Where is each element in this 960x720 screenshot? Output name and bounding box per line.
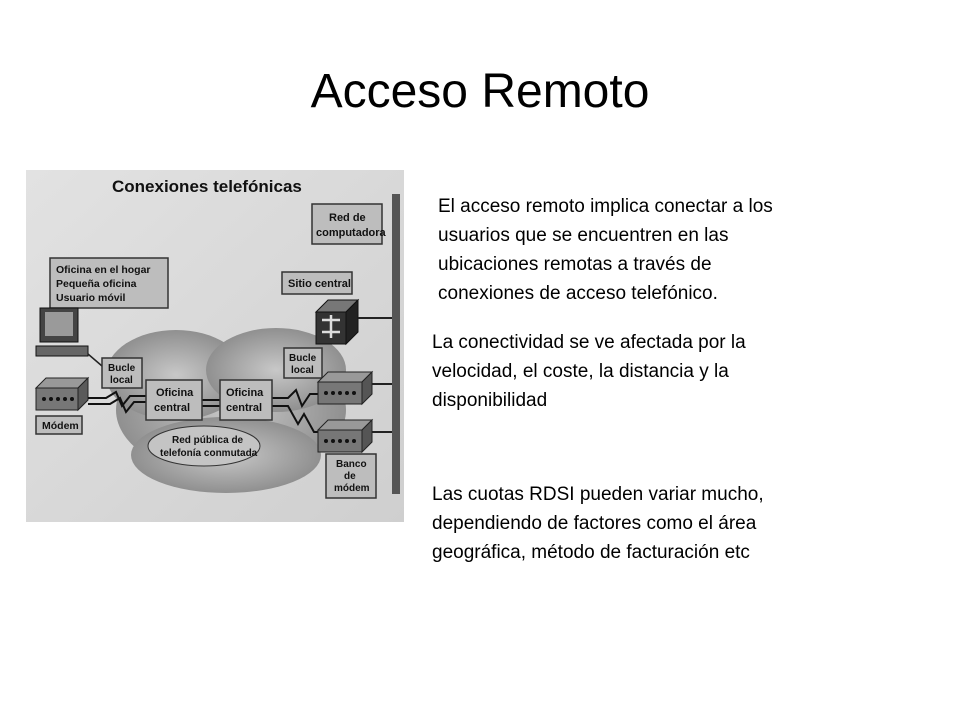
central-office-1-box bbox=[146, 380, 202, 420]
pstn-label-2: telefonía conmutada bbox=[160, 448, 258, 459]
local-loop-right-label-2: local bbox=[291, 365, 314, 376]
central-office-1-label-1: Oficina bbox=[156, 387, 194, 399]
network-bus bbox=[392, 194, 400, 494]
paragraph-connectivity: La conectividad se ve afectada por la velocidad, el coste, la distancia y la disponibilidad bbox=[432, 332, 746, 411]
local-loop-left-label-1: Bucle bbox=[108, 363, 136, 374]
modem-label: Módem bbox=[42, 420, 79, 432]
pstn-label-ellipse bbox=[148, 426, 260, 466]
computer-network-label-1: Red de bbox=[329, 212, 366, 224]
paragraph-rdsi-fees: Las cuotas RDSI pueden variar mucho, dependiendo de factores como el área geográfica, método de facturación etc bbox=[432, 484, 764, 563]
modem-bank-label-3: módem bbox=[334, 483, 370, 494]
slide-title: Acceso Remoto bbox=[310, 65, 650, 118]
pstn-label-1: Red pública de bbox=[172, 435, 244, 446]
paragraph-remote-access: El acceso remoto implica conectar a los usuarios que se encuentren en las ubicaciones remotas a través de conexiones de acceso telefónico. bbox=[438, 196, 773, 304]
small-office-label: Pequeña oficina bbox=[56, 278, 137, 290]
central-office-2-label-2: central bbox=[226, 402, 263, 414]
computer-network-label-2: computadora bbox=[316, 227, 386, 239]
modem-device-icon bbox=[36, 378, 88, 410]
central-office-2-box bbox=[220, 380, 272, 420]
telephone-connections-diagram bbox=[26, 170, 404, 522]
home-office-label: Oficina en el hogar bbox=[56, 264, 151, 276]
local-loop-right-label-1: Bucle bbox=[289, 353, 317, 364]
central-office-2-label-1: Oficina bbox=[226, 387, 264, 399]
diagram-title: Conexiones telefónicas bbox=[112, 177, 302, 196]
local-loop-left-label-2: local bbox=[110, 375, 133, 386]
modem-bank-label-1: Banco bbox=[336, 459, 367, 470]
central-office-1-label-2: central bbox=[154, 402, 191, 414]
central-site-label: Sitio central bbox=[288, 278, 351, 290]
mobile-user-label: Usuario móvil bbox=[56, 292, 126, 304]
modem-bank-label-2: de bbox=[344, 471, 356, 482]
